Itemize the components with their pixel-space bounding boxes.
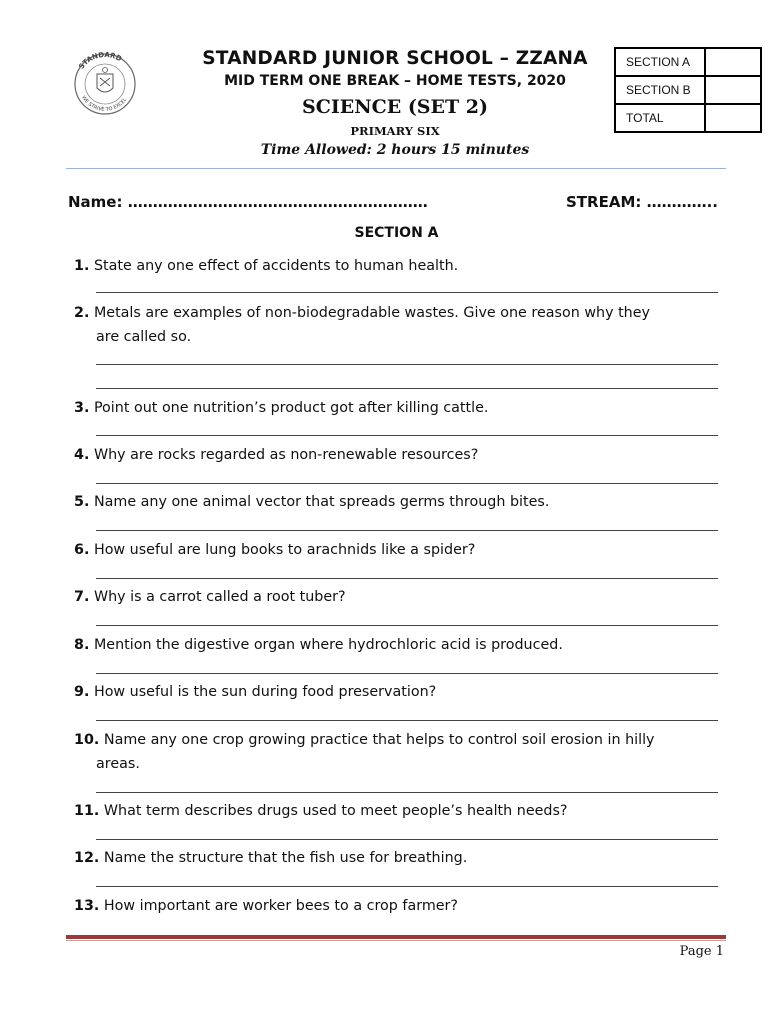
question-number: 10. <box>74 732 100 748</box>
score-label-total: TOTAL <box>615 104 705 132</box>
question-number: 7. <box>74 589 90 605</box>
question-text: How useful is the sun during food preservation? <box>93 684 437 700</box>
answer-line[interactable] <box>96 578 718 579</box>
question-number: 13. <box>74 898 100 914</box>
question-number: 8. <box>74 637 90 653</box>
question-text: Mention the digestive organ where hydrochloric acid is produced. <box>93 637 563 653</box>
question-number: 11. <box>74 803 100 819</box>
header-divider <box>66 168 726 169</box>
svg-text:STANDARD: STANDARD <box>77 50 123 71</box>
question-number: 5. <box>74 494 90 510</box>
question-12 <box>74 846 724 870</box>
question-text: State any one effect of accidents to human health. <box>93 258 459 274</box>
question-number: 3. <box>74 400 90 416</box>
score-cell-total[interactable] <box>705 104 761 132</box>
exam-title: MID TERM ONE BREAK – HOME TESTS, 2020 <box>224 73 566 89</box>
score-label-section-b: SECTION B <box>615 76 705 104</box>
svg-text:WE STRIVE TO EXCEL: WE STRIVE TO EXCEL <box>80 94 129 113</box>
question-number: 4. <box>74 447 90 463</box>
answer-line[interactable] <box>96 530 718 531</box>
question-number: 6. <box>74 542 90 558</box>
question-text: How useful are lung books to arachnids like a spider? <box>93 542 476 558</box>
question-number: 1. <box>74 258 90 274</box>
section-title: SECTION A <box>354 225 439 241</box>
question-text: What term describes drugs used to meet people’s health needs? <box>103 803 568 819</box>
answer-line[interactable] <box>96 364 718 365</box>
question-1 <box>74 254 724 278</box>
question-2 <box>74 301 724 349</box>
score-label-section-a: SECTION A <box>615 48 705 76</box>
answer-line[interactable] <box>96 839 718 840</box>
question-text: Name any one animal vector that spreads germs through bites. <box>93 494 550 510</box>
question-4 <box>74 443 724 467</box>
question-11 <box>74 799 724 823</box>
answer-line[interactable] <box>96 292 718 293</box>
question-text: Name any one crop growing practice that helps to control soil erosion in hilly <box>103 732 655 748</box>
question-text: Why is a carrot called a root tuber? <box>93 589 346 605</box>
name-field[interactable]: Name: …………………………………………………… <box>68 193 428 211</box>
stream-field[interactable]: STREAM: ………….. <box>566 193 718 211</box>
question-3 <box>74 396 724 420</box>
question-5 <box>74 490 724 514</box>
page-number: Page 1 <box>679 944 724 959</box>
school-logo <box>68 48 142 116</box>
question-8 <box>74 633 724 657</box>
question-number: 2. <box>74 305 90 321</box>
answer-line[interactable] <box>96 388 718 389</box>
footer-divider <box>66 935 726 939</box>
question-13 <box>74 894 724 918</box>
question-10 <box>74 728 724 776</box>
answer-line[interactable] <box>96 625 718 626</box>
answer-line[interactable] <box>96 435 718 436</box>
time-allowed: Time Allowed: 2 hours 15 minutes <box>260 142 530 158</box>
score-cell-section-a[interactable] <box>705 48 761 76</box>
question-text: Name the structure that the fish use for breathing. <box>103 850 468 866</box>
score-cell-section-b[interactable] <box>705 76 761 104</box>
answer-line[interactable] <box>96 720 718 721</box>
question-text-continued: are called so. <box>96 329 192 345</box>
class-level: PRIMARY SIX <box>350 124 440 138</box>
answer-line[interactable] <box>96 792 718 793</box>
answer-line[interactable] <box>96 886 718 887</box>
answer-line[interactable] <box>96 673 718 674</box>
answer-line[interactable] <box>96 483 718 484</box>
question-6 <box>74 538 724 562</box>
question-9 <box>74 680 724 704</box>
question-text: Metals are examples of non-biodegradable wastes. Give one reason why they <box>93 305 651 321</box>
question-text: How important are worker bees to a crop farmer? <box>103 898 459 914</box>
school-name: STANDARD JUNIOR SCHOOL – ZZANA <box>202 48 588 69</box>
footer-divider-thin <box>66 940 726 941</box>
score-table <box>614 47 762 133</box>
question-number: 9. <box>74 684 90 700</box>
question-7 <box>74 585 724 609</box>
question-text: Point out one nutrition’s product got after killing cattle. <box>93 400 489 416</box>
question-number: 12. <box>74 850 100 866</box>
subject-title: SCIENCE (SET 2) <box>302 96 488 118</box>
question-text-continued: areas. <box>96 756 140 772</box>
question-text: Why are rocks regarded as non-renewable resources? <box>93 447 479 463</box>
